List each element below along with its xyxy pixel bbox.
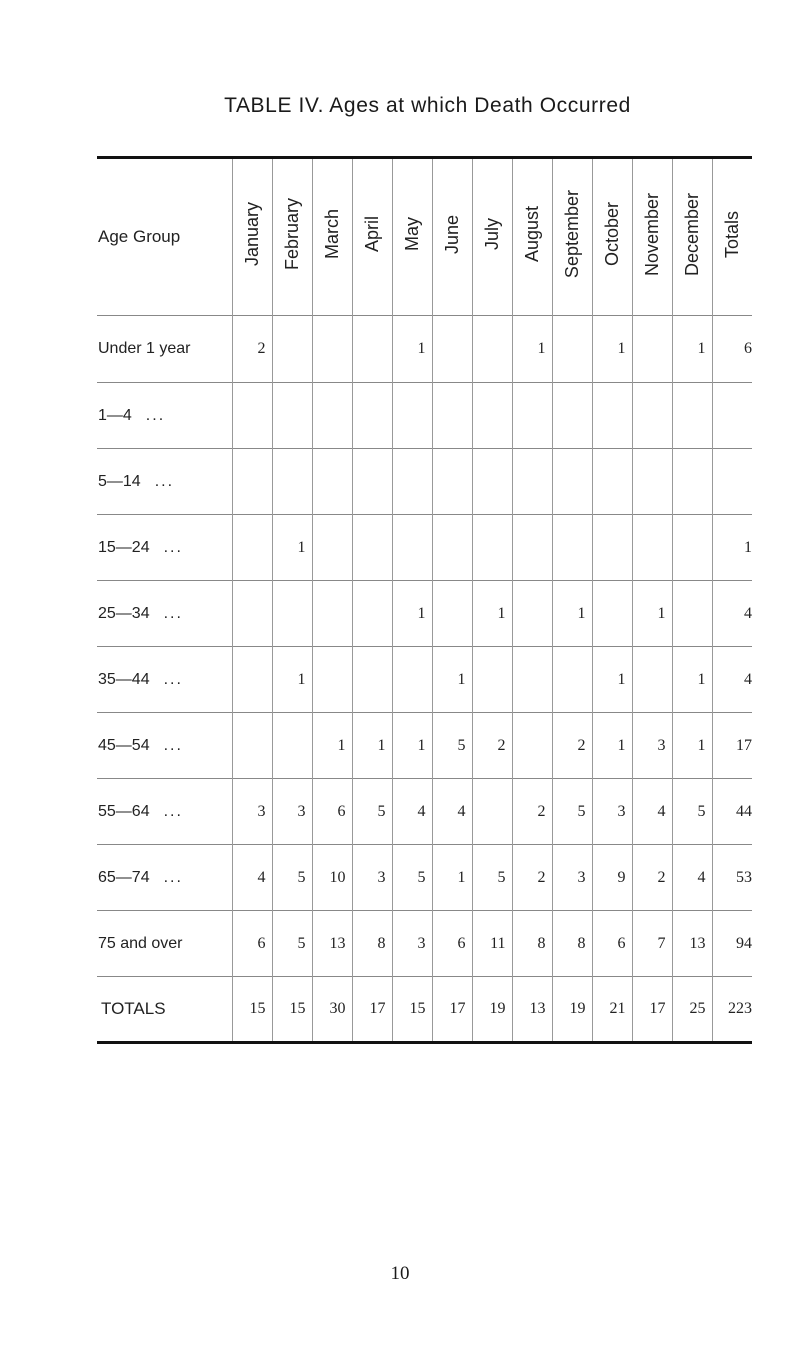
month-value-cell: 13 [312, 911, 352, 977]
age-group-label: 25—34 [98, 604, 150, 622]
month-value-cell [472, 316, 512, 383]
month-value-cell [272, 316, 312, 383]
month-header [592, 158, 632, 316]
month-value-cell [232, 581, 272, 647]
month-value-cell [672, 383, 712, 449]
age-group-label: 65—74 [98, 868, 150, 886]
month-header-label: August [521, 206, 542, 263]
month-value-cell: 6 [592, 911, 632, 977]
month-value-cell [512, 449, 552, 515]
month-value-cell: 1 [392, 316, 432, 383]
row-total-cell: 223 [712, 977, 752, 1043]
month-value-cell: 1 [592, 713, 632, 779]
month-value-cell: 1 [432, 647, 472, 713]
month-value-cell: 4 [632, 779, 672, 845]
month-header-label: November [641, 192, 662, 277]
month-value-cell [512, 515, 552, 581]
row-total-cell: 6 [712, 316, 752, 383]
month-value-cell: 1 [272, 647, 312, 713]
month-value-cell: 3 [552, 845, 592, 911]
month-value-cell [512, 713, 552, 779]
month-value-cell [312, 383, 352, 449]
month-value-cell [672, 581, 712, 647]
age-group-label: 45—54 [98, 736, 150, 754]
month-value-cell: 4 [432, 779, 472, 845]
table-row [97, 383, 752, 449]
month-value-cell [352, 515, 392, 581]
month-value-cell [472, 515, 512, 581]
month-value-cell: 6 [432, 911, 472, 977]
month-value-cell [472, 647, 512, 713]
month-value-cell: 5 [272, 911, 312, 977]
row-total-cell: 4 [712, 647, 752, 713]
month-header [392, 158, 432, 316]
month-value-cell: 1 [392, 581, 432, 647]
month-value-cell: 9 [592, 845, 632, 911]
month-value-cell: 2 [552, 713, 592, 779]
month-value-cell: 5 [552, 779, 592, 845]
page-number: 10 [390, 1263, 410, 1284]
month-header [272, 158, 312, 316]
month-value-cell: 6 [312, 779, 352, 845]
month-value-cell [432, 316, 472, 383]
month-value-cell: 4 [672, 845, 712, 911]
month-value-cell: 1 [552, 581, 592, 647]
table-title: TABLE IV. Ages at which Death Occurred [224, 94, 631, 117]
month-value-cell: 6 [232, 911, 272, 977]
month-value-cell: 1 [272, 515, 312, 581]
month-value-cell [312, 316, 352, 383]
month-value-cell [272, 713, 312, 779]
totals-header-label: Totals [721, 210, 742, 259]
month-header-label: February [281, 198, 302, 271]
month-header [512, 158, 552, 316]
row-total-cell: 53 [712, 845, 752, 911]
month-value-cell: 1 [632, 581, 672, 647]
age-group-cell [97, 449, 232, 515]
month-value-cell [232, 647, 272, 713]
table-body [97, 316, 752, 1043]
leader-dots: ... [163, 604, 183, 622]
month-value-cell [592, 383, 632, 449]
month-value-cell [272, 449, 312, 515]
month-value-cell: 3 [272, 779, 312, 845]
month-value-cell: 3 [352, 845, 392, 911]
age-group-label: 1—4 [98, 406, 132, 424]
month-value-cell [592, 581, 632, 647]
month-value-cell [272, 383, 312, 449]
month-value-cell [232, 515, 272, 581]
month-value-cell: 1 [592, 316, 632, 383]
month-value-cell [352, 316, 392, 383]
month-value-cell [272, 581, 312, 647]
month-value-cell [512, 647, 552, 713]
month-value-cell: 3 [632, 713, 672, 779]
month-value-cell [392, 449, 432, 515]
age-group-cell [97, 316, 232, 383]
table-row [97, 316, 752, 383]
header-row [97, 158, 752, 316]
month-value-cell: 25 [672, 977, 712, 1043]
month-header [312, 158, 352, 316]
month-value-cell: 19 [472, 977, 512, 1043]
month-value-cell: 2 [512, 779, 552, 845]
age-group-label: Under 1 year [98, 340, 191, 357]
row-total-cell: 4 [712, 581, 752, 647]
month-value-cell: 17 [632, 977, 672, 1043]
month-value-cell [472, 449, 512, 515]
month-value-cell [472, 383, 512, 449]
month-value-cell [392, 515, 432, 581]
month-value-cell: 3 [592, 779, 632, 845]
month-value-cell: 11 [472, 911, 512, 977]
leader-dots: ... [163, 538, 183, 556]
table-row [97, 515, 752, 581]
month-value-cell [392, 383, 432, 449]
month-value-cell: 2 [512, 845, 552, 911]
month-value-cell [432, 581, 472, 647]
leader-dots: ... [154, 472, 175, 490]
row-total-cell: 17 [712, 713, 752, 779]
month-value-cell: 7 [632, 911, 672, 977]
month-value-cell [672, 449, 712, 515]
month-value-cell: 3 [392, 911, 432, 977]
month-value-cell [672, 515, 712, 581]
month-header-label: June [441, 214, 462, 255]
month-value-cell [632, 515, 672, 581]
month-value-cell [312, 647, 352, 713]
month-value-cell [312, 449, 352, 515]
month-value-cell [432, 383, 472, 449]
month-value-cell: 1 [312, 713, 352, 779]
age-group-label: TOTALS [101, 999, 166, 1018]
month-value-cell: 13 [672, 911, 712, 977]
month-value-cell [632, 316, 672, 383]
month-value-cell: 2 [632, 845, 672, 911]
month-value-cell: 2 [232, 316, 272, 383]
month-header [352, 158, 392, 316]
table-row [97, 647, 752, 713]
age-group-cell [97, 977, 232, 1043]
month-value-cell [552, 647, 592, 713]
month-header [432, 158, 472, 316]
month-value-cell [512, 383, 552, 449]
age-group-label: 75 and over [98, 934, 183, 952]
age-group-cell [97, 581, 232, 647]
month-value-cell [432, 515, 472, 581]
month-header-label: December [681, 192, 702, 277]
month-value-cell [472, 779, 512, 845]
month-value-cell [552, 449, 592, 515]
age-group-cell [97, 383, 232, 449]
age-group-label: 5—14 [98, 472, 141, 490]
month-header-label: May [401, 217, 422, 252]
month-value-cell [552, 383, 592, 449]
month-value-cell [232, 383, 272, 449]
month-value-cell: 1 [672, 316, 712, 383]
month-header-label: September [561, 190, 582, 279]
month-value-cell: 5 [352, 779, 392, 845]
month-value-cell: 8 [512, 911, 552, 977]
month-header-label: January [241, 202, 262, 267]
leader-dots: ... [145, 406, 166, 424]
age-group-cell [97, 779, 232, 845]
month-value-cell [352, 647, 392, 713]
table-row [97, 581, 752, 647]
month-value-cell [632, 647, 672, 713]
month-value-cell: 17 [432, 977, 472, 1043]
month-value-cell: 4 [392, 779, 432, 845]
month-value-cell: 1 [672, 713, 712, 779]
table-row [97, 713, 752, 779]
month-value-cell: 2 [472, 713, 512, 779]
month-value-cell: 17 [352, 977, 392, 1043]
age-group-label: 35—44 [98, 670, 150, 688]
age-group-cell [97, 515, 232, 581]
month-value-cell [512, 581, 552, 647]
age-group-label: 15—24 [98, 538, 150, 556]
month-value-cell: 10 [312, 845, 352, 911]
row-total-cell: 94 [712, 911, 752, 977]
age-group-cell [97, 911, 232, 977]
table-row [97, 845, 752, 911]
month-value-cell [552, 515, 592, 581]
month-value-cell: 5 [672, 779, 712, 845]
age-group-header: Age Group [98, 227, 181, 246]
totals-row [97, 977, 752, 1043]
month-value-cell [432, 449, 472, 515]
leader-dots: ... [163, 670, 183, 688]
table-row [97, 779, 752, 845]
month-value-cell: 5 [272, 845, 312, 911]
row-total-cell: 44 [712, 779, 752, 845]
month-value-cell: 1 [592, 647, 632, 713]
month-value-cell: 15 [392, 977, 432, 1043]
month-value-cell: 1 [472, 581, 512, 647]
month-value-cell: 1 [352, 713, 392, 779]
month-header-label: October [601, 202, 622, 267]
month-value-cell: 5 [432, 713, 472, 779]
month-value-cell [392, 647, 432, 713]
age-group-cell [97, 845, 232, 911]
leader-dots: ... [163, 736, 183, 754]
month-value-cell [232, 449, 272, 515]
month-header [552, 158, 592, 316]
month-value-cell: 5 [472, 845, 512, 911]
month-value-cell: 30 [312, 977, 352, 1043]
month-value-cell [632, 383, 672, 449]
month-value-cell [312, 515, 352, 581]
month-value-cell: 1 [512, 316, 552, 383]
leader-dots: ... [163, 802, 183, 820]
month-value-cell [552, 316, 592, 383]
month-value-cell [352, 449, 392, 515]
month-value-cell [352, 581, 392, 647]
month-header-label: March [321, 209, 342, 260]
month-header [232, 158, 272, 316]
month-value-cell: 15 [272, 977, 312, 1043]
row-total-cell [712, 383, 752, 449]
month-header-label: April [361, 216, 382, 253]
totals-header [712, 158, 752, 316]
month-value-cell: 15 [232, 977, 272, 1043]
month-value-cell: 1 [392, 713, 432, 779]
month-value-cell: 8 [352, 911, 392, 977]
month-value-cell [632, 449, 672, 515]
month-value-cell: 1 [432, 845, 472, 911]
month-header [672, 158, 712, 316]
month-value-cell: 5 [392, 845, 432, 911]
month-header [632, 158, 672, 316]
month-value-cell: 4 [232, 845, 272, 911]
month-value-cell: 13 [512, 977, 552, 1043]
month-value-cell [592, 515, 632, 581]
month-value-cell: 19 [552, 977, 592, 1043]
month-value-cell: 3 [232, 779, 272, 845]
leader-dots: ... [163, 868, 183, 886]
month-header-label: July [481, 218, 502, 251]
month-value-cell [232, 713, 272, 779]
row-total-cell [712, 449, 752, 515]
age-group-cell [97, 647, 232, 713]
age-group-label: 55—64 [98, 802, 150, 820]
month-value-cell: 1 [672, 647, 712, 713]
month-value-cell [312, 581, 352, 647]
month-value-cell [592, 449, 632, 515]
row-total-cell: 1 [712, 515, 752, 581]
table-row [97, 911, 752, 977]
month-header [472, 158, 512, 316]
month-value-cell: 8 [552, 911, 592, 977]
month-value-cell [352, 383, 392, 449]
deaths-by-age-table [97, 156, 752, 1044]
month-value-cell: 21 [592, 977, 632, 1043]
table-row [97, 449, 752, 515]
age-group-cell [97, 713, 232, 779]
